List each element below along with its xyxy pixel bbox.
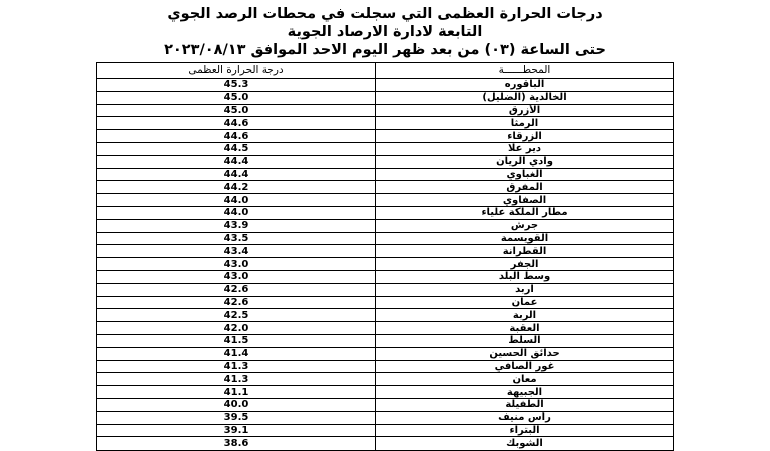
temperature-cell: 44.2	[97, 181, 376, 193]
station-cell: الجفر	[510, 258, 539, 270]
column-header-station: المحطــــــة	[498, 64, 551, 76]
temperature-cell: 43.9	[97, 220, 376, 232]
temperature-cell: 44.4	[97, 156, 376, 168]
temperature-cell: 44.0	[97, 207, 376, 219]
temperature-cell: 39.1	[97, 425, 376, 437]
table-row	[97, 117, 673, 130]
table-row	[97, 143, 673, 156]
column-header-temperature: درجة الحرارة العظمى	[97, 63, 376, 78]
station-cell: الزرقاء	[507, 130, 542, 142]
temperature-cell: 43.4	[97, 245, 376, 257]
table-row	[97, 169, 673, 182]
table-row	[97, 79, 673, 92]
temperature-cell: 44.6	[97, 117, 376, 129]
table-row	[97, 412, 673, 425]
title-line-2: التابعة لادارة الارصاد الجوية	[287, 24, 483, 40]
station-cell: جرش	[510, 220, 539, 232]
temperature-cell: 44.4	[97, 169, 376, 181]
table-row	[97, 220, 673, 233]
table-row	[97, 130, 673, 143]
temperature-cell: 38.6	[97, 437, 376, 450]
table-row	[97, 399, 673, 412]
table-row	[97, 309, 673, 322]
table-row	[97, 284, 673, 297]
temperature-cell: 42.0	[97, 322, 376, 334]
station-cell: حدائق الحسين	[489, 348, 560, 360]
station-cell: السلط	[508, 335, 541, 347]
station-cell: الرمثا	[510, 117, 539, 129]
temperature-cell: 42.5	[97, 309, 376, 321]
table-row	[97, 297, 673, 310]
temperature-cell: 44.0	[97, 194, 376, 206]
temperature-cell: 43.5	[97, 233, 376, 245]
temperature-cell: 42.6	[97, 284, 376, 296]
table-header-row	[97, 63, 673, 79]
station-cell: معان	[512, 373, 537, 385]
title-line-3: حتى الساعة (٠٣) من بعد ظهر اليوم الاحد الموافق ٢٠٢٣/٠٨/١٣	[164, 42, 606, 58]
temperature-cell: 45.0	[97, 92, 376, 104]
station-cell: وسط البلد	[498, 271, 551, 283]
temperature-cell: 39.5	[97, 412, 376, 424]
table-row	[97, 92, 673, 105]
temperature-cell: 43.0	[97, 271, 376, 283]
station-cell: اربد	[515, 284, 534, 296]
title-line-1: درجات الحرارة العظمى التي سجلت في محطات الرصد الجوي	[167, 6, 603, 22]
temperature-cell: 41.3	[97, 373, 376, 385]
station-cell: غور الصافي	[494, 360, 555, 372]
station-cell: البتراء	[509, 424, 540, 436]
temperature-cell: 41.4	[97, 348, 376, 360]
station-cell: الصفاوي	[502, 194, 547, 206]
table-row	[97, 361, 673, 374]
temperature-cell: 41.5	[97, 335, 376, 347]
table-row	[97, 335, 673, 348]
table-row	[97, 194, 673, 207]
station-cell: الشوبك	[506, 438, 543, 450]
station-cell: المفرق	[506, 181, 543, 193]
temperature-cell: 44.5	[97, 143, 376, 155]
table-row	[97, 245, 673, 258]
station-cell: الطفيلة	[505, 399, 544, 411]
table-row	[97, 181, 673, 194]
station-cell: الأزرق	[508, 104, 541, 116]
table-row	[97, 373, 673, 386]
table-row	[97, 233, 673, 246]
station-cell: الخالدية (الضليل)	[482, 92, 567, 104]
station-cell: القطرانة	[502, 245, 547, 257]
table-row	[97, 348, 673, 361]
temperature-cell: 43.0	[97, 258, 376, 270]
temperature-cell: 41.3	[97, 361, 376, 373]
temperature-cell: 44.6	[97, 130, 376, 142]
table-row	[97, 105, 673, 118]
station-cell: رأس منيف	[498, 412, 551, 424]
table-row	[97, 386, 673, 399]
station-cell: الباقوره	[504, 79, 545, 91]
station-cell: الغباوي	[506, 168, 543, 180]
station-cell: مطار الملكة علياء	[481, 207, 568, 219]
temperature-cell: 45.0	[97, 105, 376, 117]
temperature-cell: 42.6	[97, 297, 376, 309]
table-row	[97, 271, 673, 284]
table-row	[97, 322, 673, 335]
station-cell: القويسمة	[500, 232, 549, 244]
table-row	[97, 156, 673, 169]
station-cell: عمان	[511, 296, 538, 308]
table-row	[97, 258, 673, 271]
station-cell: العقبة	[509, 322, 540, 334]
temperature-table	[96, 62, 674, 451]
temperature-cell: 40.0	[97, 399, 376, 411]
temperature-cell: 41.1	[97, 386, 376, 398]
station-cell: وادي الريان	[496, 156, 553, 168]
table-row	[97, 425, 673, 438]
station-cell: الربة	[512, 309, 537, 321]
temperature-cell: 45.3	[97, 79, 376, 91]
table-row	[97, 207, 673, 220]
table-row	[97, 437, 673, 450]
station-cell: الجبيهة	[506, 386, 543, 398]
station-cell: دير علا	[508, 143, 542, 155]
